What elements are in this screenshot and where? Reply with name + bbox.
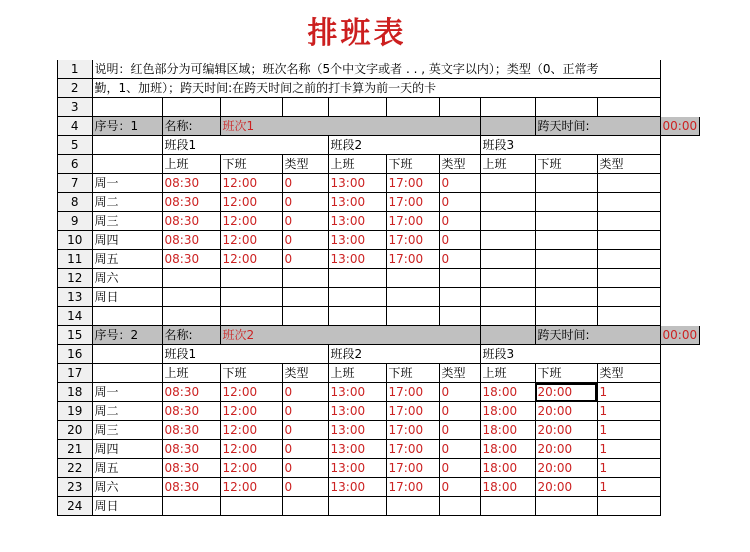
time-cell-s1-on[interactable] [162,269,220,288]
time-cell-s2-on[interactable]: 13:00 [328,459,386,478]
time-cell-s3-off[interactable] [535,288,597,307]
sheet-row-14 [58,307,700,326]
segment1-label[interactable]: 班段1 [162,345,328,364]
time-cell-s2-on[interactable]: 13:00 [328,250,386,269]
row-header-10[interactable]: 10 [58,231,92,250]
time-cell-s3-type[interactable] [597,288,660,307]
time-cell-s2-off[interactable]: 17:00 [386,421,439,440]
time-cell-s1-type[interactable]: 0 [282,383,328,402]
time-cell-s2-on[interactable] [328,497,386,516]
time-cell-s1-off[interactable]: 12:00 [220,402,282,421]
empty-cell[interactable] [386,307,439,326]
col-header-type[interactable]: 类型 [282,364,328,383]
time-cell-s2-off[interactable] [386,497,439,516]
time-cell-s2-on[interactable]: 13:00 [328,402,386,421]
col-header-off[interactable]: 下班 [220,155,282,174]
time-cell-s2-on[interactable]: 13:00 [328,212,386,231]
time-cell-s3-type[interactable]: 1 [597,478,660,497]
empty-cell[interactable] [480,326,535,345]
sheet-row-1 [58,60,700,79]
time-cell-s3-on[interactable]: 18:00 [480,383,535,402]
shift-name[interactable]: 班次1 [220,117,480,136]
time-cell-s3-type[interactable]: 1 [597,421,660,440]
day-label[interactable]: 周四 [92,231,162,250]
seq-label-text: 序号： [94,119,131,133]
row-header-1[interactable]: 1 [58,60,92,79]
day-label[interactable]: 周六 [92,269,162,288]
row-header-18[interactable]: 18 [58,383,92,402]
seq-label-text: 序号： [94,328,131,342]
cross-day-label[interactable]: 跨天时间: [535,326,660,345]
time-cell-s1-type[interactable]: 0 [282,402,328,421]
day-label[interactable]: 周一 [92,383,162,402]
time-cell-s3-on[interactable]: 18:00 [480,440,535,459]
sheet-row-2 [58,79,700,98]
time-cell-s2-off[interactable]: 17:00 [386,193,439,212]
time-cell-s3-on[interactable] [480,174,535,193]
row-header-22[interactable]: 22 [58,459,92,478]
time-cell-s2-type[interactable]: 0 [439,478,480,497]
seq-label[interactable] [92,326,162,345]
time-cell-s3-type[interactable] [597,174,660,193]
row-header-4[interactable]: 4 [58,117,92,136]
time-cell-s3-off[interactable] [535,231,597,250]
time-cell-s1-on[interactable] [162,288,220,307]
row-header-20[interactable]: 20 [58,421,92,440]
empty-cell[interactable] [92,136,162,155]
time-cell-s1-on[interactable]: 08:30 [162,250,220,269]
time-cell-s2-type[interactable]: 0 [439,421,480,440]
time-cell-s1-on[interactable] [162,497,220,516]
empty-cell[interactable] [92,345,162,364]
time-cell-s2-on[interactable] [328,269,386,288]
time-cell-s1-type[interactable] [282,497,328,516]
empty-cell[interactable] [92,155,162,174]
day-label[interactable]: 周六 [92,478,162,497]
col-header-type[interactable]: 类型 [439,155,480,174]
day-label[interactable]: 周日 [92,288,162,307]
time-cell-s1-off[interactable] [220,497,282,516]
col-header-type[interactable]: 类型 [282,155,328,174]
seq-number: 2 [130,328,139,342]
time-cell-s3-on[interactable] [480,288,535,307]
segment2-label[interactable]: 班段2 [328,345,480,364]
empty-cell[interactable] [480,98,535,117]
empty-cell[interactable] [386,98,439,117]
empty-cell[interactable] [597,307,660,326]
cross-day-time[interactable]: 00:00 [660,326,700,345]
time-cell-s1-on[interactable]: 08:30 [162,402,220,421]
empty-cell[interactable] [439,307,480,326]
time-cell-s1-off[interactable] [220,288,282,307]
empty-cell[interactable] [162,307,220,326]
row-header-5[interactable]: 5 [58,136,92,155]
time-cell-s3-off[interactable] [535,193,597,212]
time-cell-s1-type[interactable]: 0 [282,478,328,497]
empty-cell[interactable] [220,307,282,326]
time-cell-s3-off[interactable]: 20:00 [535,421,597,440]
time-cell-s2-off[interactable]: 17:00 [386,212,439,231]
time-cell-s1-type[interactable]: 0 [282,212,328,231]
empty-cell[interactable] [328,307,386,326]
sheet-row-13 [58,288,700,307]
time-cell-s2-on[interactable]: 13:00 [328,193,386,212]
col-header-on[interactable]: 上班 [328,155,386,174]
row-header-21[interactable]: 21 [58,440,92,459]
time-cell-s2-on[interactable] [328,288,386,307]
empty-cell[interactable] [92,364,162,383]
sheet-row-24 [58,497,700,516]
time-cell-s2-type[interactable]: 0 [439,174,480,193]
time-cell-s2-off[interactable]: 17:00 [386,459,439,478]
time-cell-s3-off[interactable]: 20:00 [535,383,597,402]
time-cell-s2-type[interactable]: 0 [439,193,480,212]
time-cell-s1-off[interactable] [220,269,282,288]
time-cell-s1-type[interactable]: 0 [282,174,328,193]
time-cell-s3-on[interactable] [480,193,535,212]
row-header-13[interactable]: 13 [58,288,92,307]
time-cell-s3-off[interactable]: 20:00 [535,478,597,497]
col-header-off[interactable]: 下班 [535,364,597,383]
row-header-19[interactable]: 19 [58,402,92,421]
day-label[interactable]: 周五 [92,459,162,478]
time-cell-s2-on[interactable]: 13:00 [328,478,386,497]
time-cell-s3-on[interactable] [480,497,535,516]
time-cell-s1-on[interactable]: 08:30 [162,440,220,459]
row-header-15[interactable]: 15 [58,326,92,345]
sheet-row-9 [58,212,700,231]
day-label[interactable]: 周四 [92,440,162,459]
time-cell-s1-off[interactable]: 12:00 [220,440,282,459]
day-label[interactable]: 周日 [92,497,162,516]
time-cell-s3-type[interactable]: 1 [597,459,660,478]
segment1-label[interactable]: 班段1 [162,136,328,155]
time-cell-s2-off[interactable]: 17:00 [386,402,439,421]
sheet-row-20 [58,421,700,440]
row-header-23[interactable]: 23 [58,478,92,497]
shift-name[interactable]: 班次2 [220,326,480,345]
empty-cell[interactable] [328,98,386,117]
empty-cell[interactable] [282,98,328,117]
row-header-12[interactable]: 12 [58,269,92,288]
time-cell-s2-type[interactable]: 0 [439,440,480,459]
time-cell-s3-off[interactable] [535,497,597,516]
spreadsheet [57,60,700,516]
time-cell-s2-off[interactable]: 17:00 [386,383,439,402]
row-header-24[interactable]: 24 [58,497,92,516]
sheet-row-11 [58,250,700,269]
time-cell-s3-off[interactable]: 20:00 [535,440,597,459]
time-cell-s3-type[interactable] [597,212,660,231]
time-cell-s1-on[interactable]: 08:30 [162,193,220,212]
time-cell-s3-type[interactable] [597,250,660,269]
time-cell-s3-type[interactable]: 1 [597,402,660,421]
time-cell-s1-type[interactable]: 0 [282,193,328,212]
row-header-11[interactable]: 11 [58,250,92,269]
time-cell-s1-off[interactable]: 12:00 [220,231,282,250]
seq-label[interactable] [92,117,162,136]
time-cell-s1-on[interactable]: 08:30 [162,212,220,231]
time-cell-s2-off[interactable]: 17:00 [386,440,439,459]
time-cell-s2-on[interactable]: 13:00 [328,174,386,193]
time-cell-s1-type[interactable]: 0 [282,421,328,440]
time-cell-s1-off[interactable]: 12:00 [220,383,282,402]
day-label[interactable]: 周一 [92,174,162,193]
sheet-row-22 [58,459,700,478]
time-cell-s3-type[interactable] [597,231,660,250]
col-header-on[interactable]: 上班 [480,364,535,383]
row-header-14[interactable]: 14 [58,307,92,326]
empty-cell[interactable] [220,98,282,117]
time-cell-s1-type[interactable] [282,269,328,288]
time-cell-s2-type[interactable] [439,497,480,516]
empty-cell[interactable] [282,307,328,326]
col-header-off[interactable]: 下班 [535,155,597,174]
time-cell-s3-type[interactable]: 1 [597,440,660,459]
seq-number: 1 [130,119,139,133]
time-cell-s1-type[interactable]: 0 [282,250,328,269]
col-header-off[interactable]: 下班 [220,364,282,383]
time-cell-s1-off[interactable]: 12:00 [220,212,282,231]
time-cell-s1-off[interactable]: 12:00 [220,174,282,193]
time-cell-s3-on[interactable] [480,250,535,269]
time-cell-s2-on[interactable]: 13:00 [328,440,386,459]
cross-day-label[interactable]: 跨天时间: [535,117,660,136]
col-header-type[interactable]: 类型 [597,155,660,174]
empty-cell[interactable] [597,98,660,117]
time-cell-s1-on[interactable]: 08:30 [162,421,220,440]
sheet-row-5 [58,136,700,155]
time-cell-s3-on[interactable]: 18:00 [480,402,535,421]
time-cell-s1-on[interactable]: 08:30 [162,459,220,478]
day-label[interactable]: 周三 [92,421,162,440]
time-cell-s3-type[interactable] [597,269,660,288]
time-cell-s2-on[interactable]: 13:00 [328,231,386,250]
empty-cell[interactable] [92,307,162,326]
col-header-type[interactable]: 类型 [439,364,480,383]
row-header-2[interactable]: 2 [58,79,92,98]
col-header-type[interactable]: 类型 [597,364,660,383]
time-cell-s3-off[interactable] [535,250,597,269]
col-header-on[interactable]: 上班 [328,364,386,383]
time-cell-s3-on[interactable] [480,212,535,231]
time-cell-s1-on[interactable]: 08:30 [162,174,220,193]
sheet-row-6 [58,155,700,174]
time-cell-s1-type[interactable]: 0 [282,459,328,478]
time-cell-s2-off[interactable]: 17:00 [386,478,439,497]
time-cell-s1-off[interactable]: 12:00 [220,421,282,440]
time-cell-s1-off[interactable]: 12:00 [220,459,282,478]
row-header-17[interactable]: 17 [58,364,92,383]
row-header-6[interactable]: 6 [58,155,92,174]
row-header-7[interactable]: 7 [58,174,92,193]
day-label[interactable]: 周二 [92,193,162,212]
time-cell-s3-off[interactable] [535,269,597,288]
day-label[interactable]: 周五 [92,250,162,269]
empty-cell[interactable] [480,307,535,326]
cross-day-time[interactable]: 00:00 [660,117,700,136]
time-cell-s3-on[interactable]: 18:00 [480,421,535,440]
empty-cell[interactable] [162,98,220,117]
col-header-off[interactable]: 下班 [386,155,439,174]
day-label[interactable]: 周三 [92,212,162,231]
sheet-row-10 [58,231,700,250]
time-cell-s1-on[interactable]: 08:30 [162,478,220,497]
segment3-label[interactable]: 班段3 [480,345,660,364]
time-cell-s1-type[interactable]: 0 [282,440,328,459]
time-cell-s2-type[interactable]: 0 [439,402,480,421]
col-header-on[interactable]: 上班 [480,155,535,174]
empty-cell[interactable] [92,98,162,117]
time-cell-s3-type[interactable] [597,497,660,516]
sheet-row-23 [58,478,700,497]
time-cell-s3-type[interactable]: 1 [597,383,660,402]
day-label[interactable]: 周二 [92,402,162,421]
time-cell-s1-off[interactable]: 12:00 [220,193,282,212]
col-header-on[interactable]: 上班 [162,155,220,174]
segment3-label[interactable]: 班段3 [480,136,660,155]
sheet-row-18 [58,383,700,402]
notes-line2[interactable]: 勤，1、加班）；跨天时间:在跨天时间之前的打卡算为前一天的卡 [92,79,660,98]
col-header-on[interactable]: 上班 [162,364,220,383]
row-header-9[interactable]: 9 [58,212,92,231]
sheet-row-12 [58,269,700,288]
time-cell-s3-on[interactable]: 18:00 [480,478,535,497]
name-label[interactable]: 名称: [162,326,220,345]
name-label[interactable]: 名称: [162,117,220,136]
time-cell-s2-type[interactable] [439,269,480,288]
sheet-row-16 [58,345,700,364]
col-header-off[interactable]: 下班 [386,364,439,383]
sheet-row-17 [58,364,700,383]
time-cell-s1-off[interactable]: 12:00 [220,250,282,269]
time-cell-s1-on[interactable]: 08:30 [162,231,220,250]
sheet-row-4 [58,117,700,136]
time-cell-s2-off[interactable]: 17:00 [386,250,439,269]
empty-cell[interactable] [535,98,597,117]
empty-cell[interactable] [439,98,480,117]
sheet-row-3 [58,98,700,117]
time-cell-s3-off[interactable]: 20:00 [535,402,597,421]
time-cell-s1-off[interactable]: 12:00 [220,478,282,497]
time-cell-s3-off[interactable] [535,174,597,193]
time-cell-s1-type[interactable] [282,288,328,307]
time-cell-s2-off[interactable] [386,269,439,288]
time-cell-s2-off[interactable]: 17:00 [386,174,439,193]
time-cell-s3-on[interactable] [480,231,535,250]
time-cell-s2-type[interactable]: 0 [439,383,480,402]
time-cell-s2-off[interactable] [386,288,439,307]
time-cell-s3-type[interactable] [597,193,660,212]
empty-cell[interactable] [480,117,535,136]
sheet-row-21 [58,440,700,459]
time-cell-s2-type[interactable] [439,288,480,307]
sheet-row-19 [58,402,700,421]
notes-line1[interactable]: 说明：红色部分为可编辑区域；班次名称（5个中文字或者 . . , 英文字以内）；类型（0、正常考 [92,60,660,79]
schedule-grid [58,60,700,516]
row-header-16[interactable]: 16 [58,345,92,364]
time-cell-s1-on[interactable]: 08:30 [162,383,220,402]
time-cell-s2-type[interactable]: 0 [439,231,480,250]
time-cell-s3-on[interactable]: 18:00 [480,459,535,478]
time-cell-s2-type[interactable]: 0 [439,459,480,478]
sheet-row-15 [58,326,700,345]
row-header-8[interactable]: 8 [58,193,92,212]
time-cell-s2-type[interactable]: 0 [439,250,480,269]
time-cell-s3-off[interactable]: 20:00 [535,459,597,478]
segment2-label[interactable]: 班段2 [328,136,480,155]
page-title: 排班表 [307,16,407,51]
empty-cell[interactable] [535,307,597,326]
row-header-3[interactable]: 3 [58,98,92,117]
time-cell-s2-type[interactable]: 0 [439,212,480,231]
time-cell-s2-off[interactable]: 17:00 [386,231,439,250]
time-cell-s3-off[interactable] [535,212,597,231]
time-cell-s3-on[interactable] [480,269,535,288]
time-cell-s2-on[interactable]: 13:00 [328,421,386,440]
time-cell-s1-type[interactable]: 0 [282,231,328,250]
time-cell-s2-on[interactable]: 13:00 [328,383,386,402]
sheet-row-7 [58,174,700,193]
sheet-row-8 [58,193,700,212]
